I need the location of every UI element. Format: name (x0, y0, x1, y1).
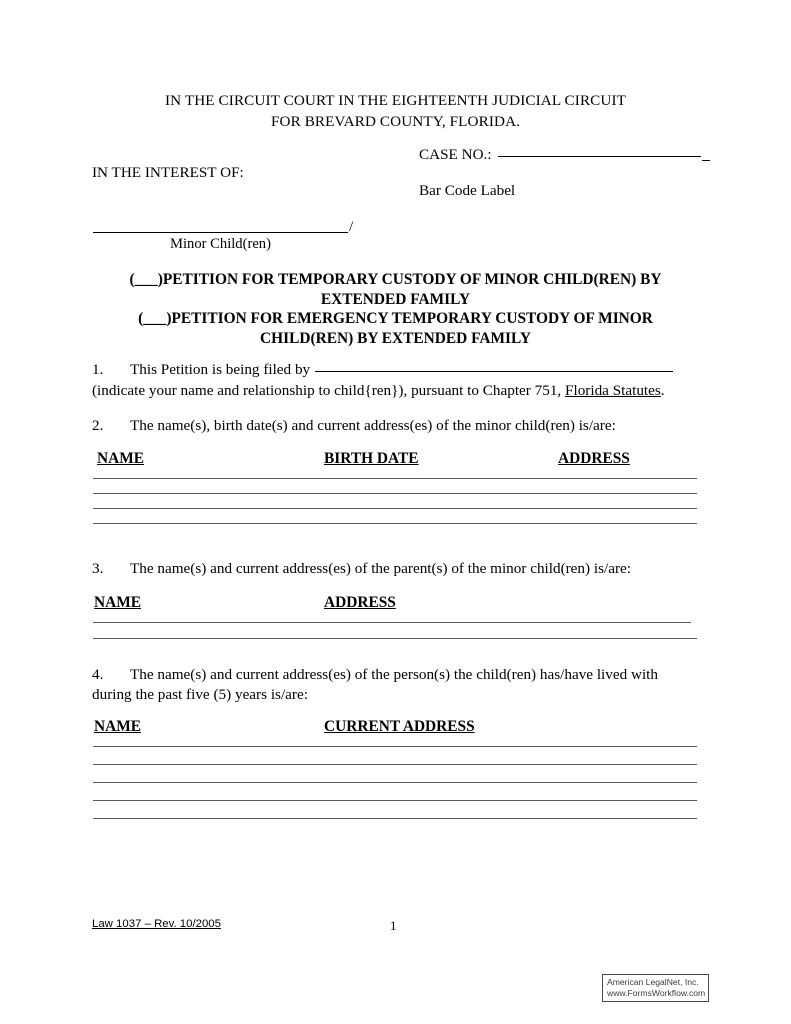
section-3-write-lines[interactable] (93, 622, 691, 639)
section-3-number: 3. (92, 560, 104, 577)
section-4-header-current-address: CURRENT ADDRESS (324, 718, 475, 735)
section-2 (92, 416, 702, 436)
section-3 (92, 559, 702, 579)
section-1-subtext-part1: (indicate your name and relationship to child{ren}), pursuant to Chapter 751, (92, 381, 566, 399)
legalnet-stamp (602, 974, 709, 1002)
section-1-text: This Petition is being filed by (130, 361, 311, 378)
petition-title-line-1: (___)PETITION FOR TEMPORARY CUSTODY OF MINOR CHILD(REN) BY (129, 271, 662, 288)
section-2-text: The name(s), birth date(s) and current address(es) of the minor child(ren) is/are: (130, 417, 616, 434)
write-line[interactable] (93, 782, 697, 783)
minor-children-caption: Minor Child(ren) (170, 236, 271, 252)
petition-title (96, 270, 695, 348)
section-1-subtext-part2: . (660, 381, 665, 399)
bar-code-label: Bar Code Label (419, 182, 516, 199)
case-number-blank-tail (702, 160, 710, 161)
section-2-write-lines[interactable] (93, 478, 697, 524)
section-4-text-line-2: during the past five (5) years is/are: (92, 685, 308, 703)
page-number: 1 (390, 918, 397, 933)
court-heading-line-2: FOR BREVARD COUNTY, FLORIDA. (270, 113, 521, 130)
petition-title-line-4: CHILD(REN) BY EXTENDED FAMILY (260, 329, 531, 347)
write-line[interactable] (93, 818, 697, 819)
write-line[interactable] (93, 638, 697, 639)
section-2-header-address: ADDRESS (558, 450, 630, 467)
section-1-subtext (92, 381, 702, 401)
in-the-interest-of-label: IN THE INTEREST OF: (92, 164, 244, 181)
section-4-number: 4. (92, 666, 104, 683)
section-3-text: The name(s) and current address(es) of the parent(s) of the minor child(ren) is/are: (130, 560, 631, 577)
section-1-filer-blank[interactable] (315, 371, 673, 372)
legalnet-website: www.FormsWorkflow.com (607, 987, 706, 998)
section-4-write-lines[interactable] (93, 746, 697, 819)
section-1-number: 1. (92, 361, 104, 378)
case-number-label: CASE NO.: (419, 146, 492, 163)
write-line[interactable] (93, 493, 697, 494)
florida-statutes-reference: Florida Statutes (565, 381, 661, 399)
legalnet-company: American LegalNet, Inc. (607, 977, 699, 987)
write-line[interactable] (93, 478, 697, 479)
section-4 (92, 665, 702, 704)
section-2-header-birth-date: BIRTH DATE (324, 450, 419, 467)
write-line[interactable] (93, 523, 697, 524)
court-heading-line-1: IN THE CIRCUIT COURT IN THE EIGHTEENTH JUDICIAL CIRCUIT (164, 92, 627, 109)
minor-children-blank[interactable] (93, 232, 348, 233)
section-1 (92, 360, 702, 400)
petition-title-line-2: EXTENDED FAMILY (320, 290, 471, 308)
write-line[interactable] (93, 800, 697, 801)
section-3-header-address: ADDRESS (324, 594, 396, 611)
case-number-field[interactable] (419, 146, 710, 164)
write-line[interactable] (93, 508, 697, 509)
write-line[interactable] (93, 746, 697, 747)
form-code: Law 1037 – Rev. 10/2005 (92, 918, 221, 930)
write-line[interactable] (93, 622, 691, 623)
court-heading (0, 90, 791, 132)
caption-slash: / (349, 218, 354, 235)
section-4-text-line-1: The name(s) and current address(es) of the person(s) the child(ren) has/have lived with (130, 666, 658, 683)
section-4-header-name: NAME (94, 718, 142, 735)
case-number-blank[interactable] (498, 156, 701, 157)
section-2-header-name: NAME (97, 450, 145, 467)
section-2-number: 2. (92, 417, 104, 434)
write-line[interactable] (93, 764, 697, 765)
petition-title-line-3: (___)PETITION FOR EMERGENCY TEMPORARY CUSTODY OF MINOR (138, 310, 653, 328)
section-3-header-name: NAME (94, 594, 142, 611)
